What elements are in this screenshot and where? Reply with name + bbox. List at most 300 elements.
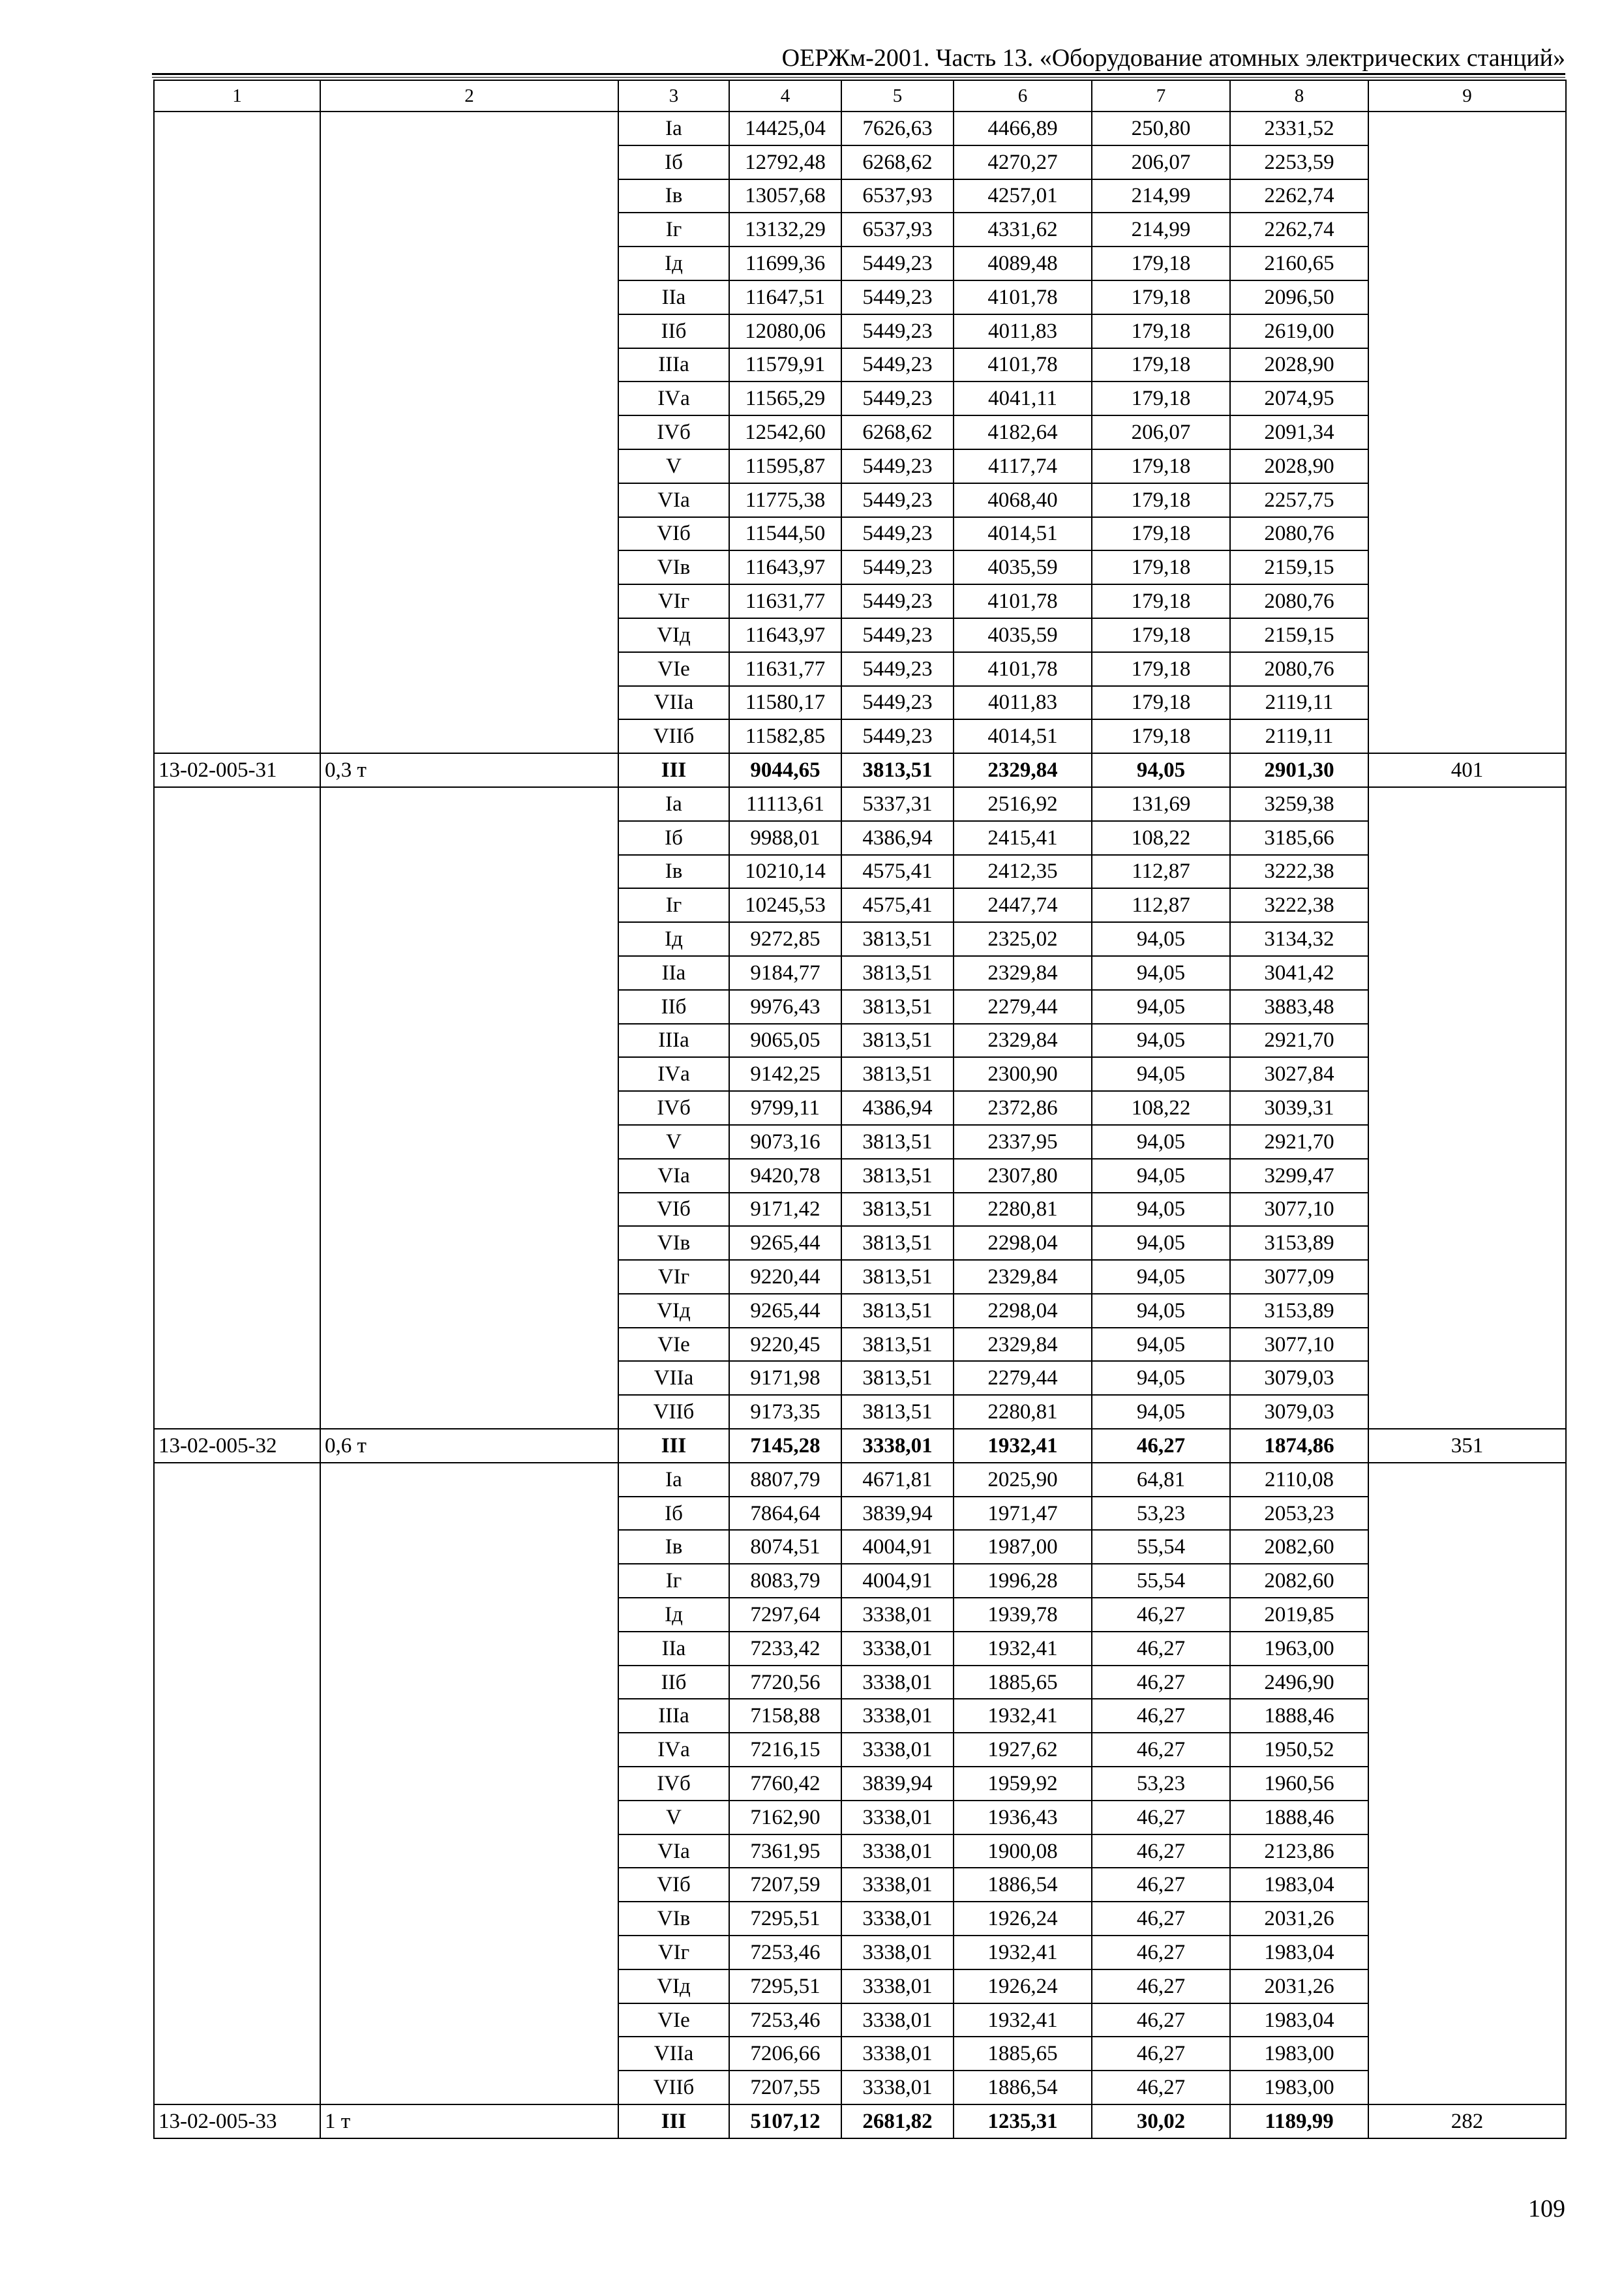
value-cell: 5449,23 [841, 686, 954, 720]
value-cell: 3185,66 [1230, 821, 1368, 855]
value-cell: 2262,74 [1230, 179, 1368, 213]
region-cell: Iв [618, 855, 729, 889]
value-cell: 5449,23 [841, 348, 954, 382]
empty-column-9-cell [1368, 990, 1566, 1024]
empty-name-cell [320, 483, 618, 517]
empty-code-cell [154, 584, 320, 618]
page-header-title: ОЕРЖм-2001. Часть 13. «Оборудование атомных электрических станций» [781, 44, 1565, 72]
value-cell: 9044,65 [729, 753, 841, 787]
empty-code-cell [154, 1193, 320, 1227]
value-cell: 2331,52 [1230, 112, 1368, 145]
table-row [154, 821, 1566, 855]
empty-column-9-cell [1368, 1057, 1566, 1091]
value-cell: 7216,15 [729, 1733, 841, 1767]
value-cell: 1987,00 [954, 1530, 1092, 1564]
table-row [154, 415, 1566, 449]
table-row [154, 1834, 1566, 1868]
column-number-cell: 4 [729, 80, 841, 112]
value-cell: 1885,65 [954, 1666, 1092, 1699]
value-cell: 7864,64 [729, 1497, 841, 1531]
region-cell: VIд [618, 1969, 729, 2003]
value-cell: 1926,24 [954, 1969, 1092, 2003]
empty-column-9-cell [1368, 2037, 1566, 2071]
region-cell: Iд [618, 922, 729, 956]
empty-column-9-cell [1368, 1666, 1566, 1699]
value-cell: 11113,61 [729, 787, 841, 821]
empty-name-cell [320, 2037, 618, 2071]
empty-column-9-cell [1368, 888, 1566, 922]
value-cell: 179,18 [1092, 247, 1230, 280]
region-cell: Iг [618, 888, 729, 922]
value-cell: 46,27 [1092, 2071, 1230, 2104]
empty-column-9-cell [1368, 1395, 1566, 1429]
value-cell: 3338,01 [841, 1632, 954, 1666]
table-row [154, 314, 1566, 348]
value-cell: 1959,92 [954, 1767, 1092, 1801]
empty-column-9-cell [1368, 652, 1566, 686]
value-cell: 108,22 [1092, 821, 1230, 855]
value-cell: 3153,89 [1230, 1294, 1368, 1328]
value-cell: 2325,02 [954, 922, 1092, 956]
value-cell: 94,05 [1092, 753, 1230, 787]
value-cell: 2160,65 [1230, 247, 1368, 280]
table-row [154, 686, 1566, 720]
value-cell: 2921,70 [1230, 1125, 1368, 1159]
value-cell: 9142,25 [729, 1057, 841, 1091]
empty-column-9-cell [1368, 855, 1566, 889]
table-row [154, 2003, 1566, 2037]
value-cell: 4011,83 [954, 686, 1092, 720]
value-cell: 214,99 [1092, 179, 1230, 213]
value-cell: 179,18 [1092, 280, 1230, 314]
empty-code-cell [154, 1361, 320, 1395]
column-number-cell: 3 [618, 80, 729, 112]
value-cell: 9065,05 [729, 1024, 841, 1058]
value-cell: 4101,78 [954, 348, 1092, 382]
value-cell: 11595,87 [729, 449, 841, 483]
empty-code-cell [154, 112, 320, 145]
empty-name-cell [320, 2003, 618, 2037]
empty-column-9-cell [1368, 483, 1566, 517]
empty-name-cell [320, 1125, 618, 1159]
region-cell: IIа [618, 280, 729, 314]
empty-column-9-cell [1368, 1024, 1566, 1058]
value-cell: 179,18 [1092, 618, 1230, 652]
value-cell: 30,02 [1092, 2104, 1230, 2138]
region-cell: IIIа [618, 1024, 729, 1058]
empty-name-cell [320, 719, 618, 753]
empty-code-cell [154, 1936, 320, 1969]
value-cell: 4068,40 [954, 483, 1092, 517]
value-cell: 2681,82 [841, 2104, 954, 2138]
region-cell: VIIб [618, 719, 729, 753]
value-cell: 6268,62 [841, 145, 954, 179]
value-cell: 11544,50 [729, 517, 841, 551]
empty-name-cell [320, 550, 618, 584]
empty-name-cell [320, 1497, 618, 1531]
table-row [154, 280, 1566, 314]
value-cell: 179,18 [1092, 584, 1230, 618]
empty-name-cell [320, 1193, 618, 1227]
value-cell: 46,27 [1092, 1801, 1230, 1834]
region-cell: VIIа [618, 1361, 729, 1395]
value-cell: 9173,35 [729, 1395, 841, 1429]
table-row [154, 517, 1566, 551]
value-cell: 9988,01 [729, 821, 841, 855]
table-row [154, 1057, 1566, 1091]
region-cell: III [618, 1429, 729, 1463]
value-cell: 3153,89 [1230, 1226, 1368, 1260]
value-cell: 5449,23 [841, 584, 954, 618]
empty-code-cell [154, 314, 320, 348]
value-cell: 1886,54 [954, 2071, 1092, 2104]
empty-column-9-cell [1368, 1361, 1566, 1395]
value-cell: 179,18 [1092, 382, 1230, 415]
value-cell: 4035,59 [954, 618, 1092, 652]
value-cell: 11631,77 [729, 652, 841, 686]
empty-column-9-cell [1368, 1902, 1566, 1936]
value-cell: 4041,11 [954, 382, 1092, 415]
empty-column-9-cell [1368, 213, 1566, 247]
value-cell: 6268,62 [841, 415, 954, 449]
value-cell: 3883,48 [1230, 990, 1368, 1024]
value-cell: 7207,55 [729, 2071, 841, 2104]
value-cell: 179,18 [1092, 348, 1230, 382]
empty-name-cell [320, 1564, 618, 1598]
empty-column-9-cell [1368, 584, 1566, 618]
region-cell: VIIб [618, 2071, 729, 2104]
empty-code-cell [154, 990, 320, 1024]
value-cell: 7158,88 [729, 1699, 841, 1733]
value-cell: 3813,51 [841, 1260, 954, 1294]
empty-code-cell [154, 1969, 320, 2003]
empty-code-cell [154, 483, 320, 517]
empty-column-9-cell [1368, 719, 1566, 753]
region-cell: VIг [618, 584, 729, 618]
empty-code-cell [154, 1564, 320, 1598]
value-cell: 3079,03 [1230, 1395, 1368, 1429]
empty-column-9-cell [1368, 1497, 1566, 1531]
value-cell: 9976,43 [729, 990, 841, 1024]
table-row [154, 1936, 1566, 1969]
value-cell: 6537,93 [841, 179, 954, 213]
empty-column-9-cell [1368, 415, 1566, 449]
value-cell: 46,27 [1092, 1868, 1230, 1902]
region-cell: IVб [618, 1767, 729, 1801]
value-cell: 3338,01 [841, 1868, 954, 1902]
empty-name-cell [320, 787, 618, 821]
empty-code-cell [154, 1294, 320, 1328]
empty-code-cell [154, 2071, 320, 2104]
value-cell: 11643,97 [729, 618, 841, 652]
region-cell: Iд [618, 1598, 729, 1632]
value-cell: 1971,47 [954, 1497, 1092, 1531]
region-cell: V [618, 1125, 729, 1159]
empty-column-9-cell [1368, 1328, 1566, 1362]
value-cell: 2159,15 [1230, 550, 1368, 584]
table-row [154, 550, 1566, 584]
empty-name-cell [320, 1361, 618, 1395]
value-cell: 2329,84 [954, 1328, 1092, 1362]
empty-column-9-cell [1368, 618, 1566, 652]
empty-name-cell [320, 1328, 618, 1362]
value-cell: 3338,01 [841, 1902, 954, 1936]
empty-name-cell [320, 1936, 618, 1969]
empty-column-9-cell [1368, 2071, 1566, 2104]
table-row [154, 145, 1566, 179]
empty-name-cell [320, 415, 618, 449]
value-cell: 5449,23 [841, 652, 954, 686]
empty-code-cell [154, 787, 320, 821]
empty-code-cell [154, 213, 320, 247]
column-number-cell: 6 [954, 80, 1092, 112]
value-cell: 2257,75 [1230, 483, 1368, 517]
value-cell: 3041,42 [1230, 956, 1368, 990]
value-cell: 94,05 [1092, 1193, 1230, 1227]
value-cell: 2298,04 [954, 1226, 1092, 1260]
value-cell: 3813,51 [841, 753, 954, 787]
empty-column-9-cell [1368, 1834, 1566, 1868]
value-cell: 1939,78 [954, 1598, 1092, 1632]
value-cell: 94,05 [1092, 1361, 1230, 1395]
region-cell: Iд [618, 247, 729, 280]
empty-column-9-cell [1368, 449, 1566, 483]
table-row [154, 179, 1566, 213]
empty-name-cell [320, 1091, 618, 1125]
table-row [154, 348, 1566, 382]
column-number-cell: 1 [154, 80, 320, 112]
value-cell: 13132,29 [729, 213, 841, 247]
value-cell: 1932,41 [954, 1429, 1092, 1463]
value-cell: 5449,23 [841, 550, 954, 584]
value-cell: 4101,78 [954, 584, 1092, 618]
region-cell: VIIа [618, 686, 729, 720]
region-cell: VIб [618, 517, 729, 551]
empty-name-cell [320, 1801, 618, 1834]
value-cell: 55,54 [1092, 1530, 1230, 1564]
value-cell: 11579,91 [729, 348, 841, 382]
empty-name-cell [320, 280, 618, 314]
region-cell: VIе [618, 1328, 729, 1362]
code-cell: 13-02-005-33 [154, 2104, 320, 2138]
empty-code-cell [154, 686, 320, 720]
empty-column-9-cell [1368, 112, 1566, 145]
column-number-cell: 2 [320, 80, 618, 112]
value-cell: 3839,94 [841, 1767, 954, 1801]
table-row [154, 1801, 1566, 1834]
value-cell: 5449,23 [841, 449, 954, 483]
table-row [154, 1564, 1566, 1598]
value-cell: 94,05 [1092, 1328, 1230, 1362]
empty-code-cell [154, 1699, 320, 1733]
value-cell: 1927,62 [954, 1733, 1092, 1767]
value-cell: 46,27 [1092, 1969, 1230, 2003]
value-cell: 1983,04 [1230, 1868, 1368, 1902]
empty-name-cell [320, 179, 618, 213]
value-cell: 4575,41 [841, 888, 954, 922]
value-cell: 3338,01 [841, 1666, 954, 1699]
value-cell: 46,27 [1092, 1429, 1230, 1463]
value-cell: 14425,04 [729, 112, 841, 145]
value-cell: 4089,48 [954, 247, 1092, 280]
empty-code-cell [154, 247, 320, 280]
value-cell: 3222,38 [1230, 855, 1368, 889]
region-cell: IIб [618, 1666, 729, 1699]
table-row [154, 1497, 1566, 1531]
value-cell: 46,27 [1092, 1834, 1230, 1868]
table-row [154, 1193, 1566, 1227]
value-cell: 4004,91 [841, 1530, 954, 1564]
empty-name-cell [320, 1159, 618, 1193]
empty-code-cell [154, 1801, 320, 1834]
value-cell: 1983,00 [1230, 2037, 1368, 2071]
empty-code-cell [154, 280, 320, 314]
empty-name-cell [320, 1632, 618, 1666]
value-cell: 2110,08 [1230, 1463, 1368, 1497]
empty-code-cell [154, 1159, 320, 1193]
value-cell: 4011,83 [954, 314, 1092, 348]
value-cell: 3813,51 [841, 1159, 954, 1193]
value-cell: 7253,46 [729, 1936, 841, 1969]
empty-name-cell [320, 449, 618, 483]
empty-code-cell [154, 956, 320, 990]
empty-column-9-cell [1368, 2003, 1566, 2037]
value-cell: 3222,38 [1230, 888, 1368, 922]
region-cell: VIIб [618, 1395, 729, 1429]
region-cell: VIе [618, 652, 729, 686]
empty-code-cell [154, 1057, 320, 1091]
value-cell: 2412,35 [954, 855, 1092, 889]
value-cell: 1189,99 [1230, 2104, 1368, 2138]
value-cell: 2119,11 [1230, 686, 1368, 720]
empty-column-9-cell [1368, 1260, 1566, 1294]
region-cell: IIа [618, 956, 729, 990]
value-cell: 4035,59 [954, 550, 1092, 584]
value-cell: 7295,51 [729, 1902, 841, 1936]
table-row [154, 1632, 1566, 1666]
value-cell: 3259,38 [1230, 787, 1368, 821]
empty-column-9-cell [1368, 280, 1566, 314]
empty-name-cell [320, 821, 618, 855]
value-cell: 179,18 [1092, 449, 1230, 483]
region-cell: VIв [618, 1902, 729, 1936]
value-cell: 9272,85 [729, 922, 841, 956]
value-cell: 3338,01 [841, 2071, 954, 2104]
table-row [154, 1767, 1566, 1801]
empty-column-9-cell [1368, 145, 1566, 179]
value-cell: 9184,77 [729, 956, 841, 990]
empty-column-9-cell [1368, 1125, 1566, 1159]
empty-code-cell [154, 449, 320, 483]
value-cell: 46,27 [1092, 1936, 1230, 1969]
value-cell: 2496,90 [1230, 1666, 1368, 1699]
value-cell: 94,05 [1092, 1024, 1230, 1058]
region-cell: IVа [618, 1057, 729, 1091]
value-cell: 2123,86 [1230, 1834, 1368, 1868]
region-cell: IIа [618, 1632, 729, 1666]
value-cell: 2329,84 [954, 956, 1092, 990]
table-row [154, 247, 1566, 280]
value-cell: 7145,28 [729, 1429, 841, 1463]
value-cell: 2447,74 [954, 888, 1092, 922]
value-cell: 179,18 [1092, 686, 1230, 720]
value-cell: 7233,42 [729, 1632, 841, 1666]
value-cell: 4466,89 [954, 112, 1092, 145]
value-cell: 3077,09 [1230, 1260, 1368, 1294]
region-cell: Iб [618, 145, 729, 179]
value-cell: 3134,32 [1230, 922, 1368, 956]
value-cell: 179,18 [1092, 314, 1230, 348]
value-cell: 179,18 [1092, 652, 1230, 686]
value-cell: 214,99 [1092, 213, 1230, 247]
value-cell: 179,18 [1092, 517, 1230, 551]
empty-name-cell [320, 1057, 618, 1091]
value-cell: 10210,14 [729, 855, 841, 889]
table-row [154, 956, 1566, 990]
value-cell: 112,87 [1092, 888, 1230, 922]
value-cell: 2300,90 [954, 1057, 1092, 1091]
empty-name-cell [320, 1733, 618, 1767]
empty-code-cell [154, 415, 320, 449]
value-cell: 3077,10 [1230, 1328, 1368, 1362]
value-cell: 55,54 [1092, 1564, 1230, 1598]
empty-code-cell [154, 1260, 320, 1294]
table-row [154, 1125, 1566, 1159]
empty-name-cell [320, 888, 618, 922]
value-cell: 1996,28 [954, 1564, 1092, 1598]
value-cell: 64,81 [1092, 1463, 1230, 1497]
value-cell: 1888,46 [1230, 1801, 1368, 1834]
empty-code-cell [154, 1767, 320, 1801]
value-cell: 3338,01 [841, 1699, 954, 1733]
value-cell: 7253,46 [729, 2003, 841, 2037]
empty-column-9-cell [1368, 1463, 1566, 1497]
table-row [154, 1733, 1566, 1767]
table-row [154, 1260, 1566, 1294]
value-cell: 12792,48 [729, 145, 841, 179]
empty-column-9-cell [1368, 550, 1566, 584]
table-row [154, 1294, 1566, 1328]
value-cell: 4014,51 [954, 517, 1092, 551]
value-cell: 9220,44 [729, 1260, 841, 1294]
region-cell: VIб [618, 1868, 729, 1902]
value-cell: 179,18 [1092, 719, 1230, 753]
value-cell: 13057,68 [729, 179, 841, 213]
table-row [154, 922, 1566, 956]
name-cell: 1 т [320, 2104, 618, 2138]
empty-column-9-cell [1368, 382, 1566, 415]
value-cell: 12080,06 [729, 314, 841, 348]
value-cell: 1950,52 [1230, 1733, 1368, 1767]
value-cell: 46,27 [1092, 2003, 1230, 2037]
value-cell: 1900,08 [954, 1834, 1092, 1868]
value-cell: 3338,01 [841, 1936, 954, 1969]
region-cell: IVа [618, 1733, 729, 1767]
empty-column-9-cell [1368, 1767, 1566, 1801]
value-cell: 7361,95 [729, 1834, 841, 1868]
empty-code-cell [154, 1868, 320, 1902]
value-cell: 5449,23 [841, 382, 954, 415]
value-cell: 1960,56 [1230, 1767, 1368, 1801]
table-row [154, 1395, 1566, 1429]
value-cell: 3338,01 [841, 1969, 954, 2003]
value-cell: 1983,04 [1230, 2003, 1368, 2037]
empty-column-9-cell [1368, 686, 1566, 720]
empty-name-cell [320, 145, 618, 179]
table-row [154, 1868, 1566, 1902]
empty-name-cell [320, 1834, 618, 1868]
empty-name-cell [320, 1395, 618, 1429]
